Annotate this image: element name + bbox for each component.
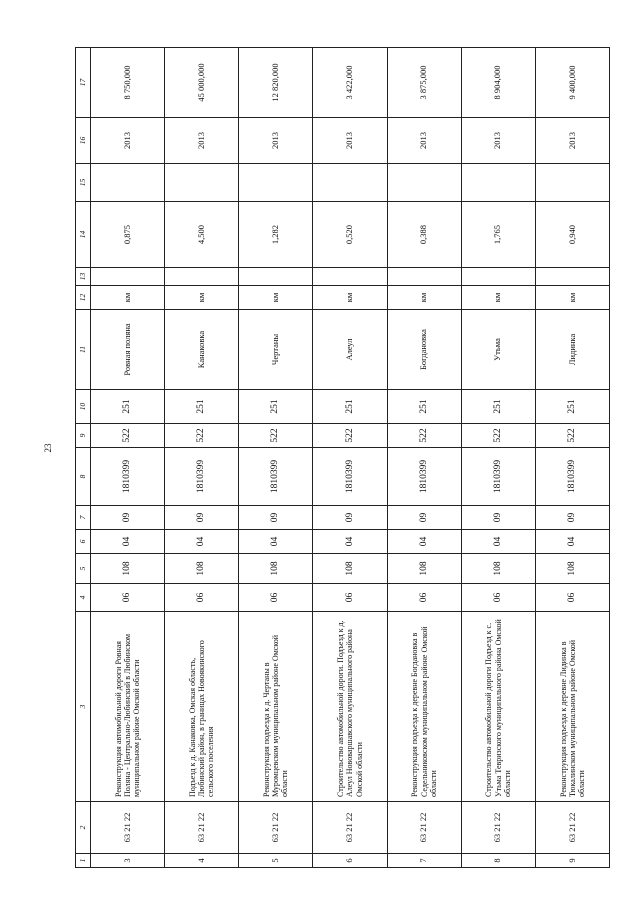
empty-cell xyxy=(313,164,387,202)
locality: Лидинка xyxy=(535,310,609,390)
object-name: Реконструкция подъезда к деревне Лидинка в Тюкалинском муниципальном районе Омской области xyxy=(535,612,609,802)
code-grbs: 06 xyxy=(91,584,165,612)
amount: 12 820,000 xyxy=(239,48,313,118)
kosgu-code: 251 xyxy=(239,390,313,424)
kosgu-code: 251 xyxy=(461,390,535,424)
section-code: 04 xyxy=(91,530,165,554)
object-name: Реконструкция автомобильной дороги Ровная Поляна - Центрально-Любинский в Любинском муниципальном районе Омской области xyxy=(91,612,165,802)
target-article: 1810399 xyxy=(387,448,461,506)
rotated-table-wrapper xyxy=(75,48,610,868)
locality: Утьма xyxy=(461,310,535,390)
page-number: 23 xyxy=(43,443,53,453)
row-number: 4 xyxy=(165,854,239,868)
okato-code: 63 21 22 xyxy=(387,802,461,854)
okato-code: 63 21 22 xyxy=(461,802,535,854)
locality: Алеул xyxy=(313,310,387,390)
header-row xyxy=(76,48,91,868)
table-row xyxy=(535,48,609,868)
row-number: 3 xyxy=(91,854,165,868)
unit: км xyxy=(535,286,609,310)
column-number-14: 14 xyxy=(76,202,91,268)
column-number-4: 4 xyxy=(76,584,91,612)
year: 2013 xyxy=(313,118,387,164)
table-row xyxy=(461,48,535,868)
amount: 3 875,000 xyxy=(387,48,461,118)
okato-code: 63 21 22 xyxy=(239,802,313,854)
code-grbs: 06 xyxy=(535,584,609,612)
unit: км xyxy=(91,286,165,310)
section-code: 04 xyxy=(239,530,313,554)
kosgu-code: 251 xyxy=(387,390,461,424)
okato-code: 63 21 22 xyxy=(165,802,239,854)
subsection-code: 09 xyxy=(535,506,609,530)
object-name: Строительство автомобильной дороги Подъезд к с. Утьма Тевризского муниципального района Омской области xyxy=(461,612,535,802)
code-108: 108 xyxy=(165,554,239,584)
kosgu-code: 251 xyxy=(313,390,387,424)
column-number-15: 15 xyxy=(76,164,91,202)
table-row xyxy=(313,48,387,868)
year: 2013 xyxy=(165,118,239,164)
expense-type: 522 xyxy=(535,424,609,448)
column-number-5: 5 xyxy=(76,554,91,584)
section-code: 04 xyxy=(387,530,461,554)
column-number-11: 11 xyxy=(76,310,91,390)
column-number-9: 9 xyxy=(76,424,91,448)
kosgu-code: 251 xyxy=(535,390,609,424)
empty-cell xyxy=(91,164,165,202)
subsection-code: 09 xyxy=(461,506,535,530)
locality: Канаковка xyxy=(165,310,239,390)
section-code: 04 xyxy=(535,530,609,554)
subsection-code: 09 xyxy=(387,506,461,530)
section-code: 04 xyxy=(461,530,535,554)
empty-cell xyxy=(387,164,461,202)
code-grbs: 06 xyxy=(387,584,461,612)
empty-cell xyxy=(461,268,535,286)
locality: Ровная поляна xyxy=(91,310,165,390)
kosgu-code: 251 xyxy=(91,390,165,424)
amount: 45 000,000 xyxy=(165,48,239,118)
column-number-17: 17 xyxy=(76,48,91,118)
row-number: 5 xyxy=(239,854,313,868)
target-article: 1810399 xyxy=(239,448,313,506)
subsection-code: 09 xyxy=(165,506,239,530)
amount: 9 400,000 xyxy=(535,48,609,118)
empty-cell xyxy=(239,268,313,286)
okato-code: 63 21 22 xyxy=(535,802,609,854)
capacity: 0,388 xyxy=(387,202,461,268)
column-number-13: 13 xyxy=(76,268,91,286)
code-108: 108 xyxy=(313,554,387,584)
subsection-code: 09 xyxy=(91,506,165,530)
object-name: Реконструкция подъезда к д. Чертаны в Муромцевском муниципальном районе Омской области xyxy=(239,612,313,802)
empty-cell xyxy=(461,164,535,202)
expense-type: 522 xyxy=(165,424,239,448)
row-number: 6 xyxy=(313,854,387,868)
expense-type: 522 xyxy=(313,424,387,448)
capacity: 0,875 xyxy=(91,202,165,268)
section-code: 04 xyxy=(165,530,239,554)
empty-cell xyxy=(535,268,609,286)
table-row xyxy=(239,48,313,868)
empty-cell xyxy=(535,164,609,202)
subsection-code: 09 xyxy=(239,506,313,530)
locality: Чертаны xyxy=(239,310,313,390)
code-108: 108 xyxy=(535,554,609,584)
code-grbs: 06 xyxy=(165,584,239,612)
capacity: 1,282 xyxy=(239,202,313,268)
empty-cell xyxy=(313,268,387,286)
code-grbs: 06 xyxy=(239,584,313,612)
object-name: Реконструкция подъезда к деревне Богдановка в Седельниковском муниципальном районе Омской области xyxy=(387,612,461,802)
column-number-2: 2 xyxy=(76,802,91,854)
okato-code: 63 21 22 xyxy=(91,802,165,854)
year: 2013 xyxy=(91,118,165,164)
row-number: 7 xyxy=(387,854,461,868)
row-number: 8 xyxy=(461,854,535,868)
column-number-16: 16 xyxy=(76,118,91,164)
unit: км xyxy=(387,286,461,310)
code-108: 108 xyxy=(91,554,165,584)
year: 2013 xyxy=(535,118,609,164)
empty-cell xyxy=(165,268,239,286)
column-number-6: 6 xyxy=(76,530,91,554)
code-108: 108 xyxy=(239,554,313,584)
object-name: Подъезд к д. Канаковка, Омская область, Любинский район, в границах Новоякинского сельского поселения xyxy=(165,612,239,802)
locality: Богдановка xyxy=(387,310,461,390)
column-number-12: 12 xyxy=(76,286,91,310)
year: 2013 xyxy=(461,118,535,164)
code-108: 108 xyxy=(387,554,461,584)
unit: км xyxy=(313,286,387,310)
expense-type: 522 xyxy=(387,424,461,448)
empty-cell xyxy=(165,164,239,202)
capacity: 4,500 xyxy=(165,202,239,268)
target-article: 1810399 xyxy=(461,448,535,506)
capacity: 0,940 xyxy=(535,202,609,268)
table-row xyxy=(91,48,165,868)
capacity: 1,765 xyxy=(461,202,535,268)
column-number-10: 10 xyxy=(76,390,91,424)
unit: км xyxy=(239,286,313,310)
target-article: 1810399 xyxy=(535,448,609,506)
expense-type: 522 xyxy=(239,424,313,448)
table-row xyxy=(387,48,461,868)
year: 2013 xyxy=(387,118,461,164)
object-name: Строительство автомобильной дороги. Подъезд к д. Алеул Нововаршавского муниципального района Омской области xyxy=(313,612,387,802)
column-number-7: 7 xyxy=(76,506,91,530)
code-grbs: 06 xyxy=(461,584,535,612)
unit: км xyxy=(165,286,239,310)
expense-type: 522 xyxy=(461,424,535,448)
code-108: 108 xyxy=(461,554,535,584)
column-number-3: 3 xyxy=(76,612,91,802)
row-number: 9 xyxy=(535,854,609,868)
okato-code: 63 21 22 xyxy=(313,802,387,854)
empty-cell xyxy=(239,164,313,202)
budget-table xyxy=(75,47,610,868)
code-grbs: 06 xyxy=(313,584,387,612)
section-code: 04 xyxy=(313,530,387,554)
kosgu-code: 251 xyxy=(165,390,239,424)
table-row xyxy=(165,48,239,868)
unit: км xyxy=(461,286,535,310)
expense-type: 522 xyxy=(91,424,165,448)
subsection-code: 09 xyxy=(313,506,387,530)
capacity: 0,520 xyxy=(313,202,387,268)
empty-cell xyxy=(91,268,165,286)
column-number-8: 8 xyxy=(76,448,91,506)
empty-cell xyxy=(387,268,461,286)
year: 2013 xyxy=(239,118,313,164)
target-article: 1810399 xyxy=(91,448,165,506)
amount: 8 904,000 xyxy=(461,48,535,118)
target-article: 1810399 xyxy=(165,448,239,506)
amount: 3 422,000 xyxy=(313,48,387,118)
target-article: 1810399 xyxy=(313,448,387,506)
amount: 8 750,000 xyxy=(91,48,165,118)
column-number-1: 1 xyxy=(76,854,91,868)
